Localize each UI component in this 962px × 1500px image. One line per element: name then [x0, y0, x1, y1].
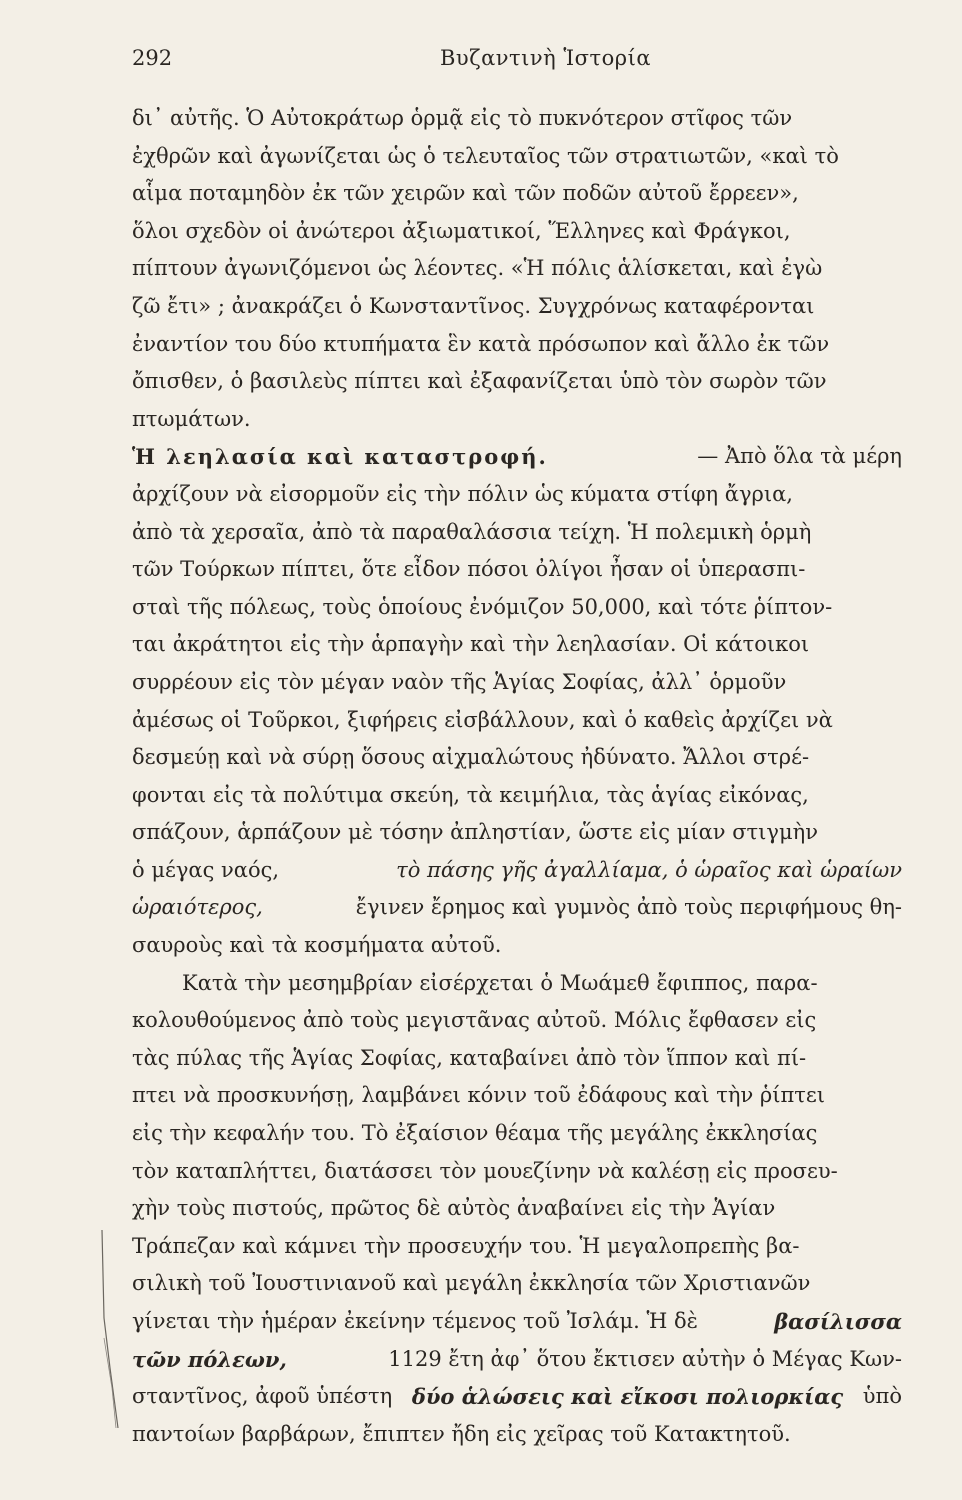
text-line: ἐχθρῶν καὶ ἀγωνίζεται ὡς ὁ τελευταῖος τῶν στρατιωτῶν, «καὶ τὸ: [132, 143, 839, 168]
text-line: κολουθούμενος ἀπὸ τοὺς μεγιστᾶνας αὐτοῦ. Μόλις ἔφθασεν εἰς: [132, 1008, 817, 1033]
text-line: αἷμα ποταμηδὸν ἐκ τῶν χειρῶν καὶ τῶν ποδῶν αὐτοῦ ἔρρεεν»,: [132, 181, 799, 206]
text-run: ὑπὸ: [862, 1384, 902, 1409]
text-line: τῶν Τούρκων πίπτει, ὅτε εἶδον πόσοι ὀλίγοι ἦσαν οἱ ὑπερασπι-: [132, 557, 806, 582]
text-line: συρρέουν εἰς τὸν μέγαν ναὸν τῆς Ἁγίας Σοφίας, ἀλλ᾿ ὁρμοῦν: [132, 669, 787, 694]
text-line: ἀμέσως οἱ Τοῦρκοι, ξιφήρεις εἰσβάλλουν, καὶ ὁ καθεὶς ἀρχίζει νὰ: [132, 707, 833, 732]
quoted-italic: τὸ πάσης γῆς ἀγαλλίαμα, ὁ ὡραῖος καὶ ὡραίων: [396, 857, 902, 882]
text-line: [132, 1303, 902, 1341]
text-line: Τράπεζαν καὶ κάμνει τὴν προσευχήν του. Ἡ μεγαλοπρεπὴς βα-: [132, 1233, 800, 1258]
text-line: σπάζουν, ἁρπάζουν μὲ τόσην ἀπληστίαν, ὥστε εἰς μίαν στιγμὴν: [132, 820, 818, 845]
text-line: ζῶ ἔτι» ; ἀνακράζει ὁ Κωνσταντῖνος. Συγχρόνως καταφέρονται: [132, 293, 815, 318]
text-line: παντοίων βαρβάρων, ἔπιπτεν ἤδη εἰς χεῖρας τοῦ Κατακτητοῦ.: [132, 1421, 791, 1446]
text-line: πίπτουν ἀγωνιζόμενοι ὡς λέοντες. «Ἡ πόλις ἁλίσκεται, καὶ ἐγὼ: [132, 256, 823, 281]
emphasis-run: βασίλισσα: [774, 1309, 902, 1334]
emphasis-run: τῶν πόλεων,: [132, 1346, 287, 1372]
section-heading-line: [132, 438, 902, 476]
text-line: τὸν καταπλήττει, διατάσσει τὸν μουεζίνην νὰ καλέσῃ εἰς προσευ-: [132, 1158, 838, 1183]
text-line: φονται εἰς τὰ πολύτιμα σκεύη, τὰ κειμήλια, τὰς ἁγίας εἰκόνας,: [132, 782, 809, 807]
section-heading: Ἡ λεηλασία καὶ καταστροφή.: [132, 444, 548, 470]
page-number: 292: [132, 46, 173, 70]
text-run: γίνεται τὴν ἡμέραν ἐκείνην τέμενος τοῦ Ἰσλάμ. Ἡ δὲ: [132, 1309, 698, 1333]
text-line: σταὶ τῆς πόλεως, τοὺς ὁποίους ἐνόμιζον 50,000, καὶ τότε ῥίπτον-: [132, 594, 833, 619]
book-title: Βυζαντινὴ Ἱστορία: [440, 46, 652, 70]
text-line: ὅλοι σχεδὸν οἱ ἀνώτεροι ἀξιωματικοί, Ἕλληνες καὶ Φράγκοι,: [132, 218, 791, 243]
text-line: εἰς τὴν κεφαλήν του. Τὸ ἐξαίσιον θέαμα τῆς μεγάλης ἐκκλησίας: [132, 1121, 818, 1146]
text-line: [132, 852, 902, 890]
text-run: ὁ μέγας ναός,: [132, 857, 280, 882]
text-line: ται ἀκράτητοι εἰς τὴν ἁρπαγὴν καὶ τὴν λεηλασίαν. Οἱ κάτοικοι: [132, 632, 810, 657]
text-line: χὴν τοὺς πιστούς, πρῶτος δὲ αὐτὸς ἀναβαίνει εἰς τὴν Ἁγίαν: [132, 1196, 776, 1221]
text-line: πτωμάτων.: [132, 406, 251, 431]
text-line: πτει νὰ προσκυνήσῃ, λαμβάνει κόνιν τοῦ ἐδάφους καὶ τὴν ῥίπτει: [132, 1083, 825, 1108]
text-line: ἀπὸ τὰ χερσαῖα, ἀπὸ τὰ παραθαλάσσια τείχη. Ἡ πολεμικὴ ὁρμὴ: [132, 519, 812, 544]
text-run: σταντῖνος, ἀφοῦ ὑπέστη: [132, 1384, 393, 1409]
text-run: ἔγινεν ἔρημος καὶ γυμνὸς ἀπὸ τοὺς περιφήμους θη-: [355, 895, 902, 920]
text-line: [132, 1341, 902, 1379]
text-line: ἀρχίζουν νὰ εἰσορμοῦν εἰς τὴν πόλιν ὡς κύματα στίφη ἄγρια,: [132, 481, 793, 506]
text-line: σαυροὺς καὶ τὰ κοσμήματα αὐτοῦ.: [132, 933, 502, 958]
text-line: ἐναντίον του δύο κτυπήματα ἓν κατὰ πρόσωπον καὶ ἄλλο ἐκ τῶν: [132, 331, 830, 356]
text-line: δεσμεύῃ καὶ νὰ σύρῃ ὅσους αἰχμαλώτους ἠδύνατο. Ἄλλοι στρέ-: [132, 745, 810, 770]
text-run: — Ἀπὸ ὅλα τὰ μέρη: [697, 444, 902, 469]
emphasis-run: δύο ἁλώσεις καὶ εἴκοσι πολιορκίας: [411, 1384, 844, 1410]
text-line: [132, 889, 902, 927]
text-line: [132, 1378, 902, 1416]
text-line: δι᾿ αὐτῆς. Ὁ Αὐτοκράτωρ ὁρμᾷ εἰς τὸ πυκνότερον στῖφος τῶν: [132, 106, 793, 130]
margin-pencil-mark: [96, 1228, 126, 1428]
running-head: [132, 46, 902, 76]
text-line: σιλικὴ τοῦ Ἰουστινιανοῦ καὶ μεγάλη ἐκκλησία τῶν Χριστιανῶν: [132, 1271, 811, 1296]
body-text: [132, 100, 902, 1453]
text-run: 1129 ἔτη ἀφ᾿ ὅτου ἔκτισεν αὐτὴν ὁ Μέγας Κων-: [388, 1346, 902, 1371]
text-line: τὰς πύλας τῆς Ἁγίας Σοφίας, καταβαίνει ἀπὸ τὸν ἵππον καὶ πί-: [132, 1045, 807, 1070]
quoted-italic: ὡραιότερος,: [132, 895, 263, 920]
text-line: ὄπισθεν, ὁ βασιλεὺς πίπτει καὶ ἐξαφανίζεται ὑπὸ τὸν σωρὸν τῶν: [132, 369, 827, 394]
text-line: Κατὰ τὴν μεσημβρίαν εἰσέρχεται ὁ Μωάμεθ ἔφιππος, παρα-: [182, 970, 818, 995]
